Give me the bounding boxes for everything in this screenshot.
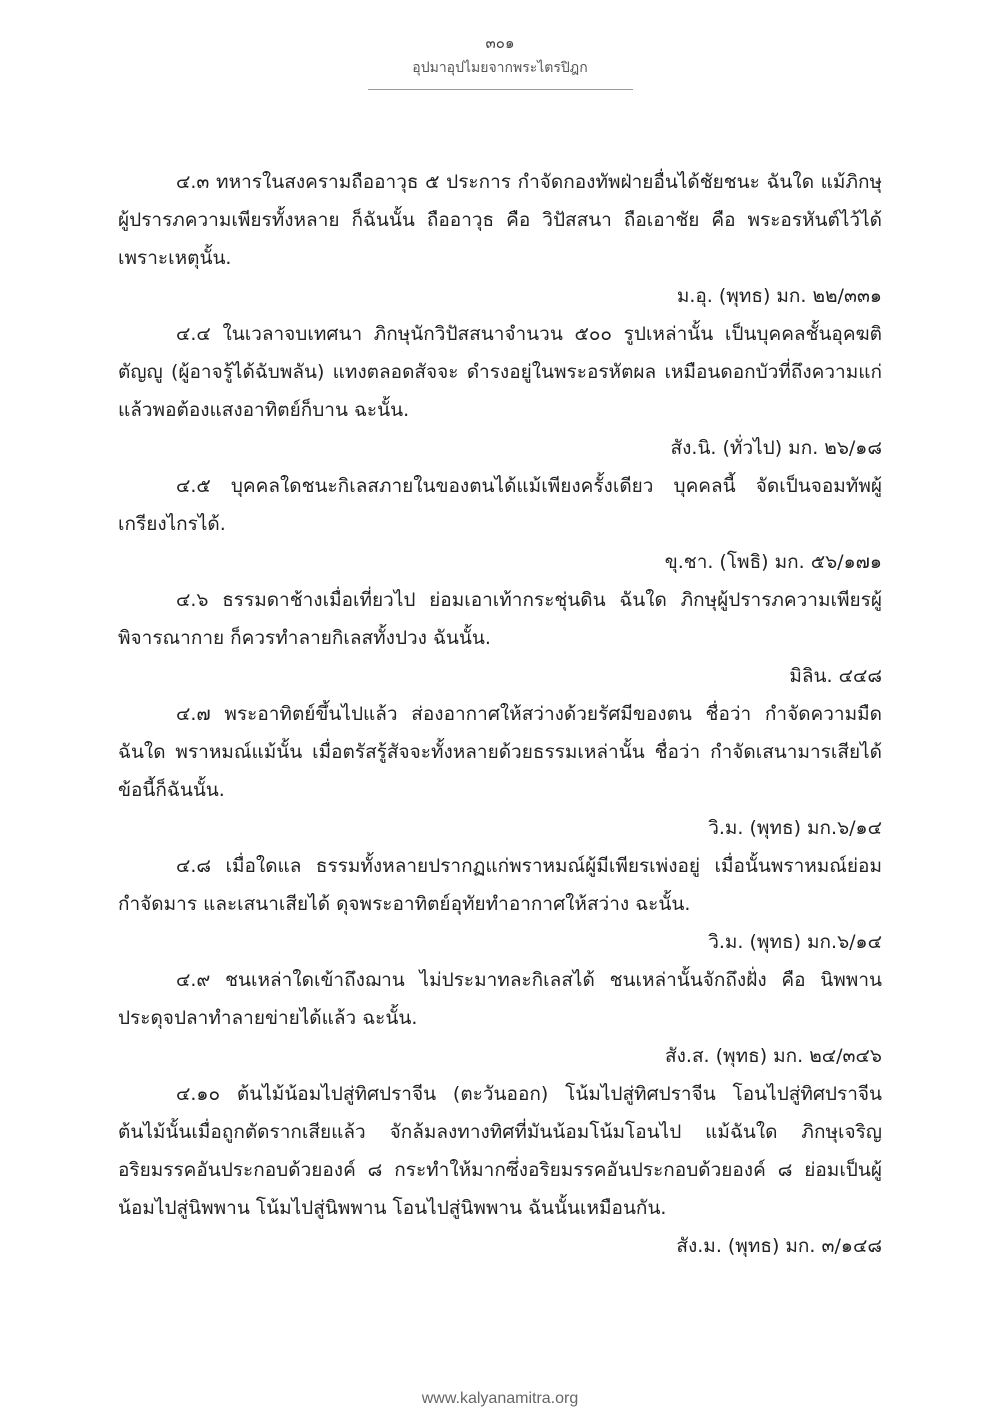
- entry-4-8-reference: วิ.ม. (พุทธ) มก.๖/๑๔: [708, 931, 882, 953]
- entry-4-5-reference: ขุ.ชา. (โพธิ) มก. ๕๖/๑๗๑: [664, 551, 882, 573]
- entry-4-10-reference: สัง.ม. (พุทธ) มก. ๓/๑๔๘: [676, 1235, 882, 1257]
- entry-4-3-reference: ม.อุ. (พุทธ) มก. ๒๒/๓๓๑: [676, 285, 882, 307]
- entry-4-10-text: ๔.๑๐ ต้นไม้น้อมไปสู่ทิศปราจีน (ตะวันออก) โน้มไปสู่ทิศปราจีน โอนไปสู่ทิศปราจีน ต้นไม้นั้นเมื่อถูกตัดรากเสียแล้ว จักล้มลงทางทิศที่มันน้อมโน้มโอนไป แม้ฉันใด ภิกษุเจริญอริยมรรคอันประกอบด้วยองค์ ๘ กระทำให้มากซึ่งอริยมรรคอันประกอบด้วยองค์ ๘ ย่อมเป็นผู้น้อมไปสู่นิพพาน โน้มไปสู่นิพพาน โอนไปสู่นิพพาน ฉันนั้นเหมือนกัน.: [118, 1083, 882, 1219]
- entry-4-5-text: ๔.๕ บุคคลใดชนะกิเลสภายในของตนได้แม้เพียงครั้งเดียว บุคคลนี้ จัดเป็นจอมทัพผู้เกรียงไกรได้.: [118, 475, 882, 535]
- page-header: [0, 32, 1000, 90]
- entry-4-7-text: ๔.๗ พระอาทิตย์ขึ้นไปแล้ว ส่องอากาศให้สว่างด้วยรัศมีของตน ชื่อว่า กำจัดความมืด ฉันใด พราหมณ์แม้นั้น เมื่อตรัสรู้สัจจะทั้งหลายด้วยธรรมเหล่านั้น ชื่อว่า กำจัดเสนามารเสียได้ ข้อนี้ก็ฉันนั้น.: [118, 703, 882, 801]
- page-number: ๓๐๑: [485, 34, 515, 52]
- entry-4-4-text: ๔.๔ ในเวลาจบเทศนา ภิกษุนักวิปัสสนาจำนวน ๕๐๐ รูปเหล่านั้น เป็นบุคคลชั้นอุคฆติตัญญู (ผู้อาจรู้ได้ฉับพลัน) แทงตลอดสัจจะ ดำรงอยู่ในพระอรหัตผล เหมือนดอกบัวที่ถึงความแก่แล้วพอต้องแสงอาทิตย์ก็บาน ฉะนั้น.: [118, 323, 882, 421]
- page-content: [118, 163, 882, 1265]
- entry-4-9-text: ๔.๙ ชนเหล่าใดเข้าถึงฌาน ไม่ประมาทละกิเลสได้ ชนเหล่านั้นจักถึงฝั่ง คือ นิพพาน ประดุจปลาทำลายข่ายได้แล้ว ฉะนั้น.: [118, 969, 882, 1029]
- entry-4-3-text: ๔.๓ ทหารในสงครามถืออาวุธ ๕ ประการ กำจัดกองทัพฝ่ายอื่นได้ชัยชนะ ฉันใด แม้ภิกษุผู้ปรารภความเพียรทั้งหลาย ก็ฉันนั้น ถืออาวุธ คือ วิปัสสนา ถือเอาชัย คือ พระอรหันต์ไว้ได้เพราะเหตุนั้น.: [118, 171, 882, 269]
- entry-4-6-reference: มิลิน. ๔๔๘: [789, 665, 882, 687]
- footer-website: www.kalyanamitra.org: [421, 1390, 579, 1407]
- entry-4-4-reference: สัง.นิ. (ทั่วไป) มก. ๒๖/๑๘: [670, 437, 882, 459]
- entry-4-9-reference: สัง.ส. (พุทธ) มก. ๒๔/๓๔๖: [665, 1045, 882, 1067]
- header-divider: [368, 89, 633, 90]
- entry-4-6-text: ๔.๖ ธรรมดาช้างเมื่อเที่ยวไป ย่อมเอาเท้ากระชุ่นดิน ฉันใด ภิกษุผู้ปรารภความเพียรผู้พิจารณากาย ก็ควรทำลายกิเลสทั้งปวง ฉันนั้น.: [118, 589, 882, 649]
- entry-4-8-text: ๔.๘ เมื่อใดแล ธรรมทั้งหลายปรากฏแก่พราหมณ์ผู้มีเพียรเพ่งอยู่ เมื่อนั้นพราหมณ์ย่อมกำจัดมาร และเสนาเสียได้ ดุจพระอาทิตย์อุทัยทำอากาศให้สว่าง ฉะนั้น.: [118, 855, 882, 915]
- book-title: อุปมาอุปไมยจากพระไตรปิฎก: [412, 60, 588, 76]
- entry-4-7-reference: วิ.ม. (พุทธ) มก.๖/๑๔: [708, 817, 882, 839]
